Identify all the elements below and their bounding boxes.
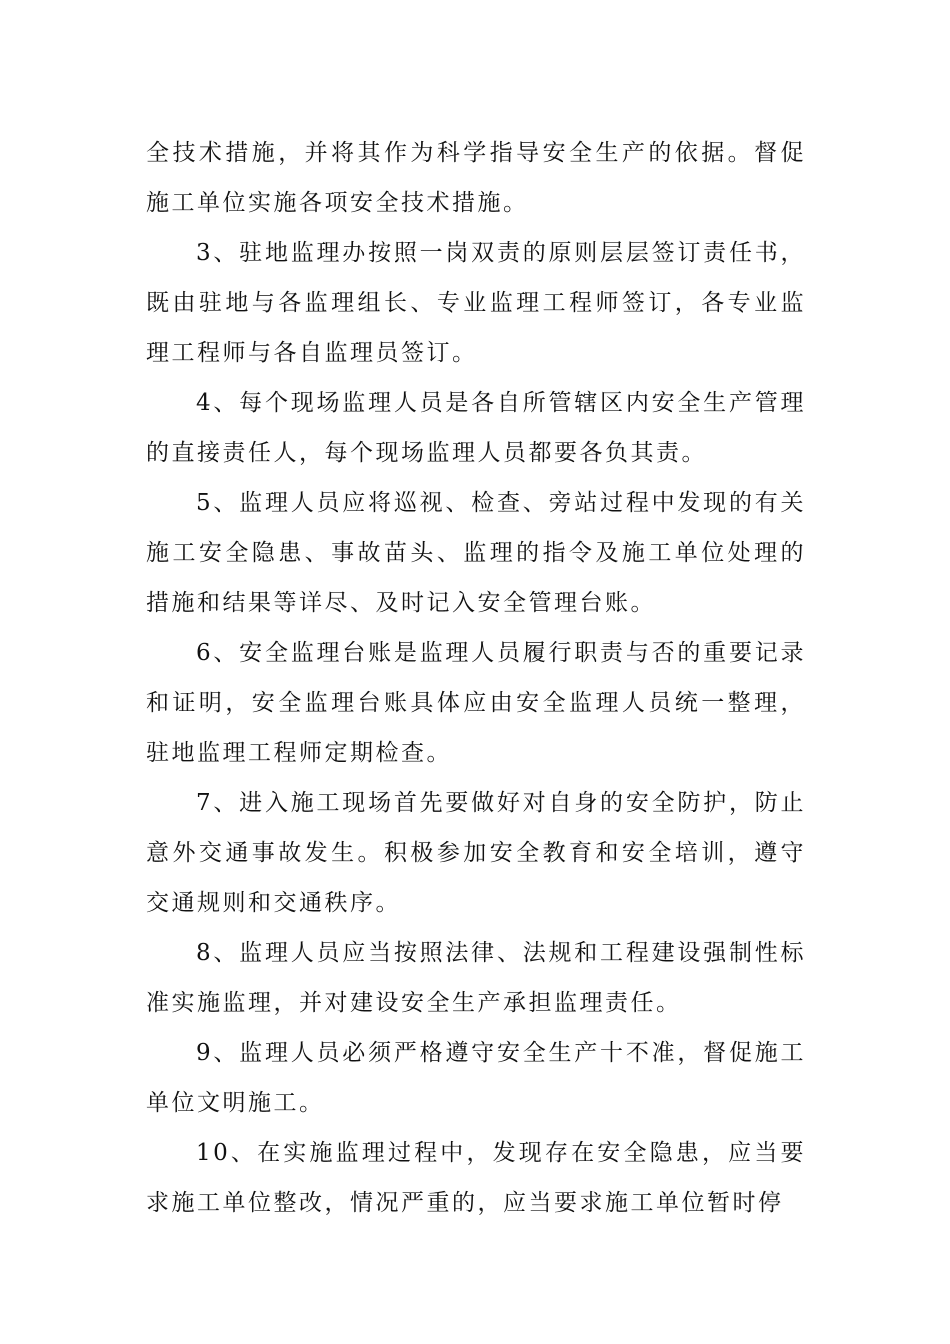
paragraph-item-8: 8、监理人员应当按照法律、法规和工程建设强制性标准实施监理，并对建设安全生产承担监理责任。: [146, 940, 806, 1016]
document-body: [146, 128, 806, 1228]
paragraph-item-9: 9、监理人员必须严格遵守安全生产十不准，督促施工单位文明施工。: [146, 1040, 806, 1116]
paragraph-continuation: 全技术措施，并将其作为科学指导安全生产的依据。督促施工单位实施各项安全技术措施。: [146, 140, 806, 216]
paragraph-item-5: 5、监理人员应将巡视、检查、旁站过程中发现的有关施工安全隐患、事故苗头、监理的指令及施工单位处理的措施和结果等详尽、及时记入安全管理台账。: [146, 490, 806, 616]
paragraph-item-10: 10、在实施监理过程中，发现存在安全隐患，应当要求施工单位整改，情况严重的，应当要求施工单位暂时停: [146, 1140, 806, 1216]
paragraph-item-3: 3、驻地监理办按照一岗双责的原则层层签订责任书，既由驻地与各监理组长、专业监理工程师签订，各专业监理工程师与各自监理员签订。: [146, 240, 806, 366]
paragraph-item-6: 6、安全监理台账是监理人员履行职责与否的重要记录和证明，安全监理台账具体应由安全监理人员统一整理，驻地监理工程师定期检查。: [146, 640, 806, 766]
paragraph-item-7: 7、进入施工现场首先要做好对自身的安全防护，防止意外交通事故发生。积极参加安全教育和安全培训，遵守交通规则和交通秩序。: [146, 790, 806, 916]
paragraph-item-4: 4、每个现场监理人员是各自所管辖区内安全生产管理的直接责任人，每个现场监理人员都要各负其责。: [146, 390, 806, 466]
